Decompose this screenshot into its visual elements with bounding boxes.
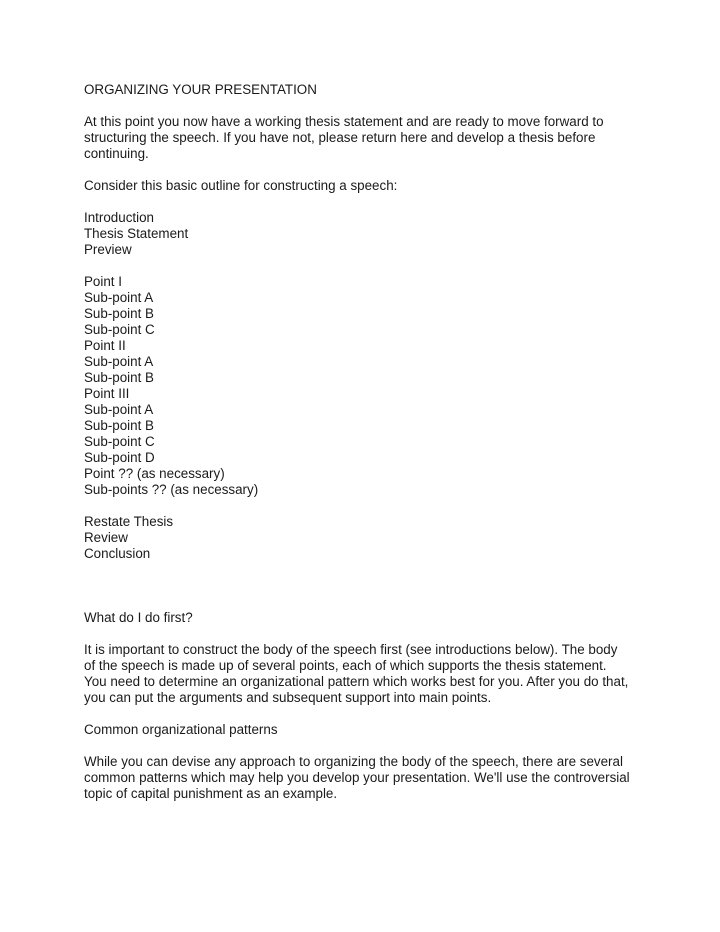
first-line: It is important to construct the body of the speech first (see introductions below). The body [84,642,618,657]
outline-prompt: Consider this basic outline for constructing a speech: [84,178,398,193]
outline-item: Thesis Statement [84,226,189,241]
outline-item: Point II [84,338,126,353]
patterns-line: While you can devise any approach to organizing the body of the speech, there are several [84,754,623,769]
outline-item: Sub-point B [84,370,154,385]
patterns-line: topic of capital punishment as an example. [84,786,338,801]
document-heading: ORGANIZING YOUR PRESENTATION [84,82,317,97]
outline-opening [84,210,644,258]
outline-item: Restate Thesis [84,514,174,529]
outline-item: Sub-point A [84,290,154,305]
first-line: you can put the arguments and subsequent support into main points. [84,690,492,705]
outline-item: Introduction [84,210,154,225]
outline-item: Point I [84,274,122,289]
first-line: of the speech is made up of several points, each of which supports the thesis statement. [84,658,607,673]
intro-line: structuring the speech. If you have not, please return here and develop a thesis before [84,130,596,145]
outline-item: Sub-point C [84,434,155,449]
patterns-paragraph [84,754,644,802]
intro-line: At this point you now have a working thesis statement and are ready to move forward to [84,114,604,129]
first-heading: What do I do first? [84,610,193,625]
outline-item: Sub-points ?? (as necessary) [84,482,259,497]
outline-item: Sub-point A [84,402,154,417]
patterns-heading: Common organizational patterns [84,722,278,737]
outline-closing [84,514,644,562]
outline-item: Preview [84,242,132,257]
intro-paragraph [84,114,644,162]
outline-body [84,274,644,498]
intro-line: continuing. [84,146,149,161]
outline-item: Sub-point B [84,306,154,321]
outline-item: Point ?? (as necessary) [84,466,225,481]
first-paragraph [84,642,644,706]
outline-item: Sub-point C [84,322,155,337]
outline-item: Review [84,530,128,545]
patterns-line: common patterns which may help you develop your presentation. We'll use the controversial [84,770,630,785]
outline-item: Sub-point B [84,418,154,433]
document-page [84,82,644,802]
outline-item: Sub-point D [84,450,155,465]
outline-item: Conclusion [84,546,151,561]
first-line: You need to determine an organizational pattern which works best for you. After you do that, [84,674,629,689]
outline-item: Point III [84,386,130,401]
outline-item: Sub-point A [84,354,154,369]
